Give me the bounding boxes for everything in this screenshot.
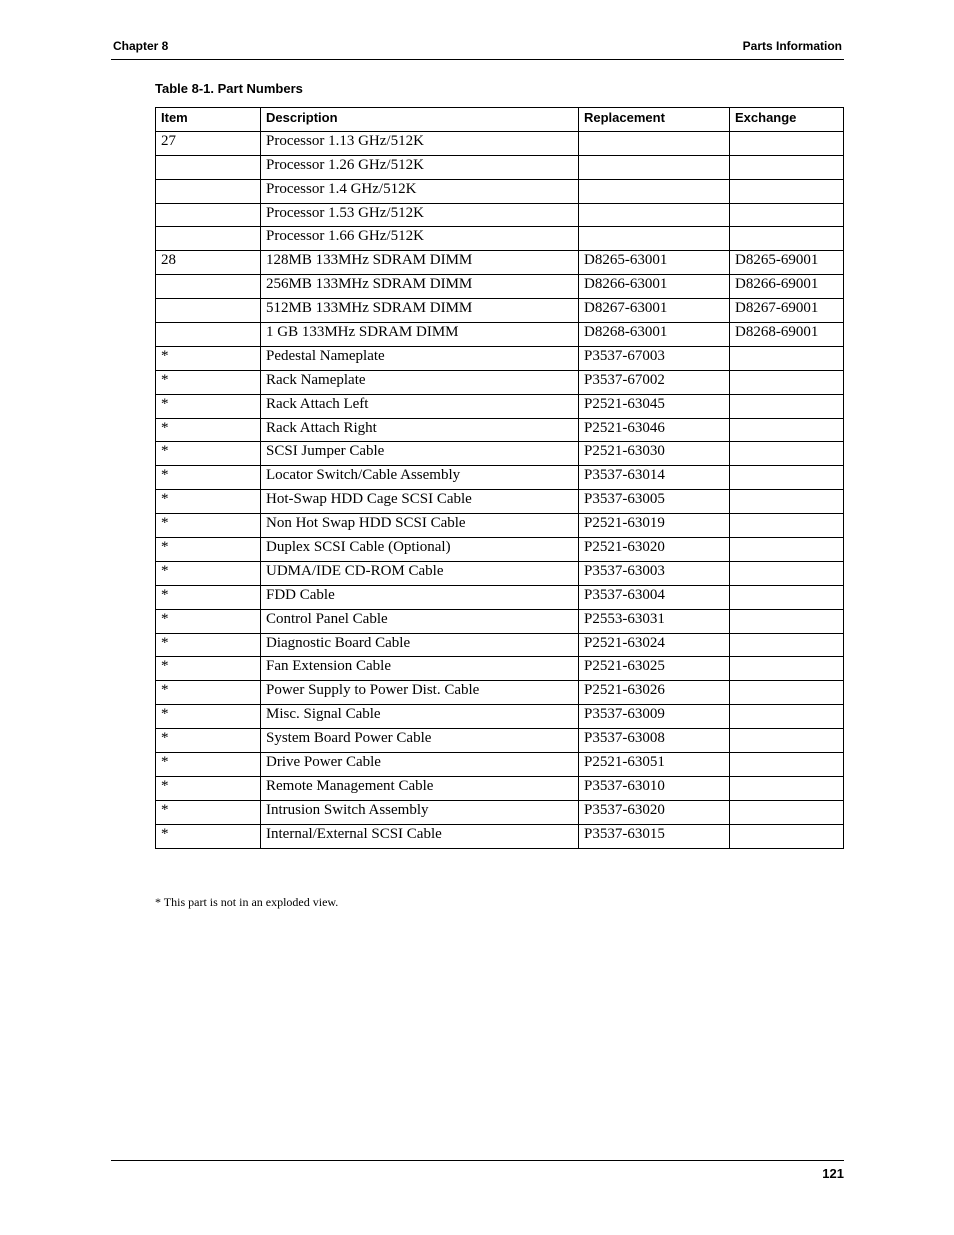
cell-item: * bbox=[156, 561, 261, 585]
cell-item bbox=[156, 323, 261, 347]
table-row bbox=[156, 490, 844, 514]
cell-item: * bbox=[156, 418, 261, 442]
table-header-row bbox=[156, 108, 844, 132]
cell-item: * bbox=[156, 538, 261, 562]
cell-exchange bbox=[730, 633, 844, 657]
cell-replacement: P3537-63005 bbox=[579, 490, 730, 514]
cell-item bbox=[156, 275, 261, 299]
table-row bbox=[156, 824, 844, 848]
cell-exchange bbox=[730, 729, 844, 753]
cell-replacement: P2521-63024 bbox=[579, 633, 730, 657]
table-row bbox=[156, 561, 844, 585]
cell-item: * bbox=[156, 370, 261, 394]
table-row bbox=[156, 514, 844, 538]
table-row bbox=[156, 585, 844, 609]
cell-description: System Board Power Cable bbox=[261, 729, 579, 753]
cell-replacement: P2521-63045 bbox=[579, 394, 730, 418]
cell-description: Rack Attach Left bbox=[261, 394, 579, 418]
cell-exchange bbox=[730, 418, 844, 442]
cell-replacement: P2521-63020 bbox=[579, 538, 730, 562]
cell-item: * bbox=[156, 753, 261, 777]
cell-description: Diagnostic Board Cable bbox=[261, 633, 579, 657]
cell-exchange bbox=[730, 203, 844, 227]
table-row bbox=[156, 609, 844, 633]
cell-exchange bbox=[730, 370, 844, 394]
cell-replacement: P2521-63051 bbox=[579, 753, 730, 777]
table-row bbox=[156, 179, 844, 203]
cell-replacement bbox=[579, 155, 730, 179]
cell-exchange bbox=[730, 585, 844, 609]
table-row bbox=[156, 442, 844, 466]
cell-replacement: P2521-63026 bbox=[579, 681, 730, 705]
part-numbers-table bbox=[155, 107, 844, 849]
column-header-exchange: Exchange bbox=[730, 108, 844, 132]
cell-exchange bbox=[730, 155, 844, 179]
cell-exchange bbox=[730, 609, 844, 633]
cell-item: * bbox=[156, 394, 261, 418]
cell-exchange: D8268-69001 bbox=[730, 323, 844, 347]
cell-description: 512MB 133MHz SDRAM DIMM bbox=[261, 299, 579, 323]
table-row bbox=[156, 155, 844, 179]
cell-item: * bbox=[156, 514, 261, 538]
cell-description: Processor 1.4 GHz/512K bbox=[261, 179, 579, 203]
cell-description: Hot-Swap HDD Cage SCSI Cable bbox=[261, 490, 579, 514]
column-header-item: Item bbox=[156, 108, 261, 132]
cell-item: * bbox=[156, 705, 261, 729]
cell-item: * bbox=[156, 609, 261, 633]
table-body bbox=[156, 131, 844, 848]
cell-replacement: P2521-63019 bbox=[579, 514, 730, 538]
table-row bbox=[156, 203, 844, 227]
cell-replacement: P3537-63009 bbox=[579, 705, 730, 729]
table-row bbox=[156, 800, 844, 824]
cell-item: * bbox=[156, 490, 261, 514]
cell-item: * bbox=[156, 633, 261, 657]
cell-exchange bbox=[730, 561, 844, 585]
footnote: * This part is not in an exploded view. bbox=[155, 895, 339, 909]
cell-description: Locator Switch/Cable Assembly bbox=[261, 466, 579, 490]
cell-replacement: D8265-63001 bbox=[579, 251, 730, 275]
cell-description: Remote Management Cable bbox=[261, 776, 579, 800]
table-caption: Table 8-1. Part Numbers bbox=[155, 81, 303, 96]
cell-replacement bbox=[579, 131, 730, 155]
cell-item bbox=[156, 179, 261, 203]
cell-exchange bbox=[730, 776, 844, 800]
table-row bbox=[156, 466, 844, 490]
cell-replacement: P3537-67002 bbox=[579, 370, 730, 394]
cell-description: Rack Attach Right bbox=[261, 418, 579, 442]
cell-item: * bbox=[156, 585, 261, 609]
column-header-replacement: Replacement bbox=[579, 108, 730, 132]
cell-replacement: P2521-63025 bbox=[579, 657, 730, 681]
cell-item bbox=[156, 227, 261, 251]
cell-exchange bbox=[730, 394, 844, 418]
chapter-label: Chapter 8 bbox=[113, 39, 169, 53]
cell-description: Processor 1.13 GHz/512K bbox=[261, 131, 579, 155]
cell-description: Control Panel Cable bbox=[261, 609, 579, 633]
table-row bbox=[156, 323, 844, 347]
cell-description: Rack Nameplate bbox=[261, 370, 579, 394]
cell-replacement: P2553-63031 bbox=[579, 609, 730, 633]
cell-replacement: P3537-67003 bbox=[579, 346, 730, 370]
cell-description: Pedestal Nameplate bbox=[261, 346, 579, 370]
cell-item: * bbox=[156, 346, 261, 370]
table-row bbox=[156, 705, 844, 729]
cell-replacement bbox=[579, 227, 730, 251]
cell-replacement bbox=[579, 203, 730, 227]
page-number: 121 bbox=[822, 1166, 844, 1181]
cell-description: Internal/External SCSI Cable bbox=[261, 824, 579, 848]
table-row bbox=[156, 227, 844, 251]
column-header-description: Description bbox=[261, 108, 579, 132]
cell-description: Power Supply to Power Dist. Cable bbox=[261, 681, 579, 705]
page-header bbox=[111, 37, 844, 60]
cell-replacement: P3537-63015 bbox=[579, 824, 730, 848]
cell-exchange bbox=[730, 753, 844, 777]
cell-item: * bbox=[156, 442, 261, 466]
table-row bbox=[156, 657, 844, 681]
cell-exchange bbox=[730, 346, 844, 370]
table-row bbox=[156, 275, 844, 299]
cell-description: UDMA/IDE CD-ROM Cable bbox=[261, 561, 579, 585]
cell-exchange bbox=[730, 824, 844, 848]
cell-replacement: P3537-63004 bbox=[579, 585, 730, 609]
cell-exchange bbox=[730, 466, 844, 490]
cell-item bbox=[156, 299, 261, 323]
cell-item: * bbox=[156, 729, 261, 753]
section-title: Parts Information bbox=[742, 39, 842, 53]
cell-description: 128MB 133MHz SDRAM DIMM bbox=[261, 251, 579, 275]
cell-replacement: P3537-63020 bbox=[579, 800, 730, 824]
table-row bbox=[156, 538, 844, 562]
cell-item bbox=[156, 155, 261, 179]
cell-replacement: D8267-63001 bbox=[579, 299, 730, 323]
cell-exchange bbox=[730, 131, 844, 155]
cell-exchange: D8267-69001 bbox=[730, 299, 844, 323]
cell-exchange bbox=[730, 681, 844, 705]
table-row bbox=[156, 753, 844, 777]
cell-item: * bbox=[156, 681, 261, 705]
cell-description: SCSI Jumper Cable bbox=[261, 442, 579, 466]
cell-description: Non Hot Swap HDD SCSI Cable bbox=[261, 514, 579, 538]
cell-item: * bbox=[156, 824, 261, 848]
page-footer bbox=[111, 1160, 844, 1181]
table-row bbox=[156, 346, 844, 370]
table-row bbox=[156, 370, 844, 394]
table-row bbox=[156, 633, 844, 657]
cell-description: FDD Cable bbox=[261, 585, 579, 609]
cell-item: * bbox=[156, 776, 261, 800]
cell-description: Processor 1.26 GHz/512K bbox=[261, 155, 579, 179]
cell-exchange: D8266-69001 bbox=[730, 275, 844, 299]
cell-replacement bbox=[579, 179, 730, 203]
table-row bbox=[156, 299, 844, 323]
cell-replacement: P2521-63030 bbox=[579, 442, 730, 466]
cell-item: * bbox=[156, 466, 261, 490]
table-row bbox=[156, 776, 844, 800]
cell-replacement: P3537-63010 bbox=[579, 776, 730, 800]
cell-exchange bbox=[730, 538, 844, 562]
cell-item: * bbox=[156, 657, 261, 681]
cell-replacement: P2521-63046 bbox=[579, 418, 730, 442]
cell-item: * bbox=[156, 800, 261, 824]
cell-exchange bbox=[730, 227, 844, 251]
cell-item: 27 bbox=[156, 131, 261, 155]
cell-description: Misc. Signal Cable bbox=[261, 705, 579, 729]
cell-item: 28 bbox=[156, 251, 261, 275]
cell-exchange bbox=[730, 442, 844, 466]
cell-replacement: P3537-63008 bbox=[579, 729, 730, 753]
cell-description: Fan Extension Cable bbox=[261, 657, 579, 681]
cell-description: 256MB 133MHz SDRAM DIMM bbox=[261, 275, 579, 299]
cell-exchange bbox=[730, 514, 844, 538]
cell-description: Drive Power Cable bbox=[261, 753, 579, 777]
cell-description: Intrusion Switch Assembly bbox=[261, 800, 579, 824]
cell-description: Duplex SCSI Cable (Optional) bbox=[261, 538, 579, 562]
table-row bbox=[156, 394, 844, 418]
cell-replacement: D8268-63001 bbox=[579, 323, 730, 347]
cell-replacement: D8266-63001 bbox=[579, 275, 730, 299]
cell-exchange: D8265-69001 bbox=[730, 251, 844, 275]
cell-item bbox=[156, 203, 261, 227]
table-row bbox=[156, 251, 844, 275]
cell-description: Processor 1.53 GHz/512K bbox=[261, 203, 579, 227]
cell-exchange bbox=[730, 705, 844, 729]
cell-exchange bbox=[730, 657, 844, 681]
cell-replacement: P3537-63003 bbox=[579, 561, 730, 585]
cell-exchange bbox=[730, 179, 844, 203]
table-row bbox=[156, 131, 844, 155]
cell-description: 1 GB 133MHz SDRAM DIMM bbox=[261, 323, 579, 347]
cell-description: Processor 1.66 GHz/512K bbox=[261, 227, 579, 251]
table-row bbox=[156, 418, 844, 442]
cell-replacement: P3537-63014 bbox=[579, 466, 730, 490]
cell-exchange bbox=[730, 490, 844, 514]
table-row bbox=[156, 729, 844, 753]
table-row bbox=[156, 681, 844, 705]
cell-exchange bbox=[730, 800, 844, 824]
